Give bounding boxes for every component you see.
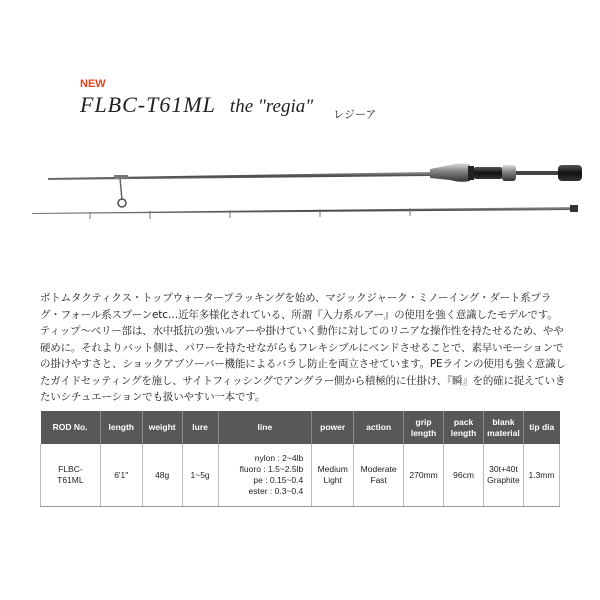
cell-line <box>218 444 312 507</box>
cell-action <box>354 444 404 507</box>
line-nylon: nylon : 2~4lb <box>254 453 304 463</box>
col-tip-dia: tip dia <box>523 411 559 444</box>
product-title <box>80 92 377 121</box>
col-blank-label-a: blank <box>492 416 515 427</box>
col-pack-label-a: pack <box>453 416 474 427</box>
col-grip-length <box>404 411 444 444</box>
col-power: power <box>312 411 354 444</box>
rod-butt-section <box>48 163 582 207</box>
product-description: ボトムタクティクス・トップウォータープラッキングを始め、マジックジャーク・ミノーイング・ダート系プラグ・フォール系スプーンetc…近年多様化されている、所謂『入力系ルアー』の使用を強く意識したモデルです。ティップ〜ベリー部は、水中抵抗の強いルアーや掛けていく動作に対してのリニアな操作性を持たせるため、やや硬めに。それよりバット側は、パワーを持たせながらもフレキシブルにベンドさせることで、素早いモーションでの掛けやすさと、ショックアブソーバー機能によるバラし防止を両立させています。PEラインの使用も強く意識したガイドセッティングを施し、サイトフィッシングでアングラー側から積極的に仕掛け、『瞬』を的確に捉えていきたいシチュエーションでも扱いやすい一本です。 <box>40 292 566 403</box>
cell-grip-length: 270mm <box>404 444 444 507</box>
power-b: Light <box>323 475 342 485</box>
cell-blank-material <box>483 444 523 507</box>
blank-b: Graphite <box>487 475 520 485</box>
col-grip-label-b: length <box>410 427 437 438</box>
spec-header-row <box>41 411 560 444</box>
col-lure: lure <box>182 411 218 444</box>
col-grip-label-a: grip <box>415 416 432 427</box>
col-blank-label-b: material <box>487 427 520 438</box>
col-pack-label-b: length <box>450 427 477 438</box>
rod-tip-section <box>32 205 578 219</box>
new-badge: NEW <box>80 78 106 90</box>
cell-rod-no <box>41 444 101 507</box>
series-kana: レジーア <box>333 108 377 121</box>
rod-no-a: FLBC- <box>58 464 83 474</box>
fishing-rod-image <box>30 145 590 235</box>
col-action: action <box>354 411 404 444</box>
col-line: line <box>218 411 312 444</box>
cell-pack-length: 96cm <box>444 444 484 507</box>
line-fluoro: fluoro : 1.5~2.5lb <box>239 464 304 474</box>
action-b: Fast <box>370 475 387 485</box>
cell-tip-dia: 1.3mm <box>523 444 559 507</box>
action-a: Moderate <box>360 464 397 474</box>
table-row <box>41 444 560 507</box>
spec-table <box>40 411 560 507</box>
cell-power <box>312 444 354 507</box>
series-name: the "regia" <box>229 96 314 117</box>
model-name: FLBC-T61ML <box>80 92 216 117</box>
col-rod-no: ROD No. <box>41 411 101 444</box>
cell-weight: 48g <box>142 444 182 507</box>
blank-a: 30t+40t <box>489 464 518 474</box>
col-pack-length <box>444 411 484 444</box>
line-ester: ester : 0.3~0.4 <box>248 486 304 496</box>
col-weight: weight <box>142 411 182 444</box>
col-length: length <box>100 411 142 444</box>
power-a: Medium <box>317 464 348 474</box>
rod-no-b: T61ML <box>57 475 84 485</box>
line-pe: pe : 0.15~0.4 <box>253 475 304 485</box>
cell-lure: 1~5g <box>182 444 218 507</box>
cell-length: 6'1" <box>100 444 142 507</box>
col-blank-material <box>483 411 523 444</box>
